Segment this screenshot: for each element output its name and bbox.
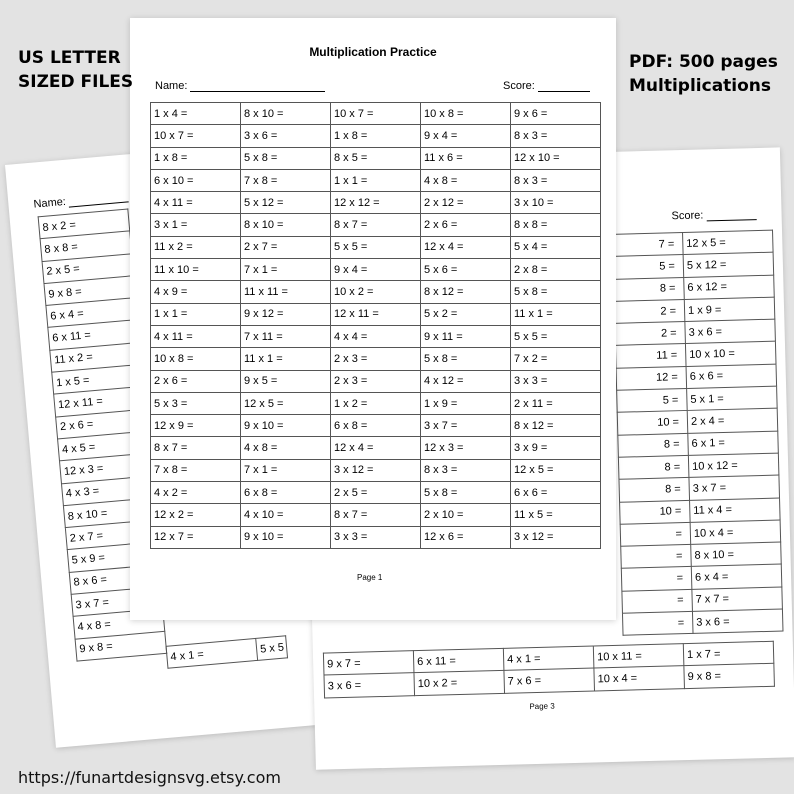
problem-cell: 6 x 4 = — [46, 298, 138, 328]
problem-cell: 2 x 5 = — [42, 253, 134, 283]
problem-cell: 10 x 4 = — [594, 666, 685, 691]
problem-cell: 8 x 10 = — [241, 103, 331, 125]
problem-cell: 12 x 5 = — [241, 392, 331, 414]
problem-cell: 8 x 7 = — [331, 504, 421, 526]
problem-cell: 10 x 7 = — [331, 103, 421, 125]
table-row — [151, 214, 601, 236]
table-row — [151, 370, 601, 392]
problem-cell: 2 x 3 = — [331, 348, 421, 370]
problem-cell: 9 x 10 = — [241, 526, 331, 548]
problem-cell: 7 x 11 = — [241, 325, 331, 347]
problem-cell: 10 x 4 = — [690, 520, 781, 545]
problem-cell: 10 x 2 = — [331, 281, 421, 303]
problem-cell: 3 x 1 = — [151, 214, 241, 236]
name-underline — [190, 91, 325, 92]
problem-cell: 12 x 4 = — [331, 437, 421, 459]
problem-cell: 12 x 5 = — [511, 459, 601, 481]
problem-cell: 5 x 12 = — [683, 252, 774, 277]
problem-cell: 6 x 8 = — [331, 415, 421, 437]
problem-cell: 9 x 8 = — [44, 276, 136, 306]
problem-cell: 2 x 5 = — [331, 482, 421, 504]
problem-cell: 12 x 4 = — [421, 236, 511, 258]
problem-cell: 6 x 4 = — [691, 564, 782, 589]
problem-cell: 12 x 2 = — [151, 504, 241, 526]
problem-cell: 3 x 3 = — [331, 526, 421, 548]
problem-cell: 8 x 2 = — [38, 209, 130, 239]
problem-cell: 5 x 8 = — [421, 348, 511, 370]
table-row — [151, 415, 601, 437]
table-row — [151, 526, 601, 548]
problem-cell: 12 x 11 = — [331, 303, 421, 325]
problem-cell: 6 x 10 = — [151, 169, 241, 191]
problem-cell: 11 x 11 = — [241, 281, 331, 303]
problem-cell: 12 x 10 = — [511, 147, 601, 169]
problem-cell: 8 x 6 = — [69, 564, 161, 594]
problem-cell: 2 x 11 = — [511, 392, 601, 414]
table-row — [151, 303, 601, 325]
table-row — [151, 504, 601, 526]
score-field — [671, 208, 756, 222]
problem-cell: = — [622, 589, 693, 613]
problem-cell: 5 x 8 = — [511, 281, 601, 303]
problem-cell: 5 x 2 = — [421, 303, 511, 325]
problem-cell: 7 x 8 = — [241, 169, 331, 191]
problem-cell: 8 x 10 = — [241, 214, 331, 236]
problem-cell: 5 = — [613, 255, 684, 279]
problem-cell: 6 x 11 = — [413, 648, 504, 673]
score-underline — [707, 219, 757, 221]
table-row — [151, 125, 601, 147]
problem-cell: 12 x 7 = — [151, 526, 241, 548]
problem-cell: 8 x 12 = — [421, 281, 511, 303]
problem-cell: 6 x 11 = — [48, 320, 140, 350]
problem-cell: 4 x 12 = — [421, 370, 511, 392]
score-underline — [538, 91, 590, 92]
right-grid — [612, 230, 783, 636]
problem-cell: = — [622, 611, 693, 635]
problem-cell: 4 x 1 = — [166, 638, 258, 668]
problem-cell: 7 x 1 = — [241, 459, 331, 481]
problem-cell: 1 x 7 = — [683, 641, 774, 666]
table-row — [151, 103, 601, 125]
problem-cell: 8 = — [619, 478, 690, 502]
problem-cell: 5 x 5 — [256, 636, 288, 661]
problem-cell: 10 x 8 = — [421, 103, 511, 125]
promo-left — [18, 46, 133, 94]
table-row — [151, 437, 601, 459]
problem-cell: 2 x 8 = — [511, 259, 601, 281]
problem-cell: 3 x 10 = — [511, 192, 601, 214]
problem-cell: 8 x 3 = — [511, 125, 601, 147]
problem-cell: 11 x 4 = — [690, 498, 781, 523]
problem-cell: 2 x 7 = — [241, 236, 331, 258]
problem-cell: 11 x 6 = — [421, 147, 511, 169]
problem-cell: 5 x 12 = — [241, 192, 331, 214]
problem-cell: 3 x 6 = — [324, 673, 415, 698]
problem-cell: 3 x 9 = — [511, 437, 601, 459]
problem-cell: 11 x 10 = — [151, 259, 241, 281]
problem-cell: 3 x 7 = — [71, 587, 163, 617]
problem-cell: 8 x 10 = — [63, 498, 155, 528]
problem-cell: 9 x 5 = — [241, 370, 331, 392]
problem-cell: 10 x 11 = — [593, 644, 684, 669]
problem-cell: 8 x 8 = — [511, 214, 601, 236]
problem-cell: 6 x 6 = — [686, 364, 777, 389]
table-row — [151, 325, 601, 347]
right-bottom-grid — [323, 641, 775, 698]
problem-cell: 6 x 1 = — [688, 431, 779, 456]
problem-cell: 10 = — [620, 500, 691, 524]
problem-cell: 12 x 5 = — [683, 230, 774, 255]
shop-url: https://funartdesignsvg.etsy.com — [18, 768, 281, 787]
problem-cell: 2 x 7 = — [65, 520, 157, 550]
problem-cell: 1 x 5 = — [52, 364, 144, 394]
problem-cell: 10 = — [617, 411, 688, 435]
problem-cell: 2 x 12 = — [421, 192, 511, 214]
table-row — [151, 482, 601, 504]
problem-cell: 1 x 9 = — [421, 392, 511, 414]
problem-cell: 12 = — [616, 366, 687, 390]
table-row — [151, 259, 601, 281]
problem-cell: 8 x 3 = — [421, 459, 511, 481]
problem-cell: 1 x 9 = — [684, 297, 775, 322]
problem-cell: 3 x 6 = — [241, 125, 331, 147]
name-label: Name: — [155, 80, 188, 92]
problem-cell: 4 x 8 = — [241, 437, 331, 459]
problem-cell: 7 x 7 = — [692, 587, 783, 612]
problem-cell: 5 x 1 = — [687, 386, 778, 411]
table-row — [151, 236, 601, 258]
score-label: Score: — [671, 209, 704, 223]
table-row — [151, 348, 601, 370]
problem-cell: 8 x 5 = — [331, 147, 421, 169]
problem-cell: 9 x 4 = — [421, 125, 511, 147]
problem-cell: 1 x 8 = — [151, 147, 241, 169]
problem-cell: 5 x 4 = — [511, 236, 601, 258]
problem-cell: 6 x 8 = — [241, 482, 331, 504]
problem-cell: 12 x 12 = — [331, 192, 421, 214]
problem-cell: 2 x 6 = — [421, 214, 511, 236]
problem-cell: = — [620, 522, 691, 546]
problem-cell: 4 x 2 = — [151, 482, 241, 504]
name-label: Name: — [33, 195, 67, 211]
table-row — [151, 147, 601, 169]
problem-cell: 3 x 6 = — [685, 319, 776, 344]
problem-cell: 7 = — [613, 233, 684, 257]
problem-cell: 11 x 1 = — [511, 303, 601, 325]
problem-cell: 8 x 10 = — [691, 542, 782, 567]
problem-cell: 5 x 8 = — [421, 482, 511, 504]
problem-cell: 5 x 6 = — [421, 259, 511, 281]
problem-cell: 5 x 5 = — [511, 325, 601, 347]
problem-cell: 8 = — [618, 455, 689, 479]
problem-cell: 12 x 3 = — [60, 453, 152, 483]
problem-grid — [150, 102, 601, 549]
problem-cell: 7 x 8 = — [151, 459, 241, 481]
problem-cell: 2 x 6 = — [151, 370, 241, 392]
problem-cell: 12 x 9 = — [151, 415, 241, 437]
problem-cell: 9 x 7 = — [323, 651, 414, 676]
problem-cell: 4 x 11 = — [151, 192, 241, 214]
name-field — [33, 190, 129, 210]
problem-cell: 4 x 3 = — [61, 476, 153, 506]
promo-left-line1: US LETTER — [18, 48, 121, 68]
problem-cell: 9 x 6 = — [511, 103, 601, 125]
problem-cell: 10 x 8 = — [151, 348, 241, 370]
problem-cell: 5 x 3 = — [151, 392, 241, 414]
problem-cell: 3 x 3 = — [511, 370, 601, 392]
problem-cell: 5 x 9 = — [67, 542, 159, 572]
problem-cell: 4 x 9 = — [151, 281, 241, 303]
problem-cell: 3 x 12 = — [511, 526, 601, 548]
left-bottom-row — [166, 635, 289, 669]
problem-cell: 9 x 8 = — [75, 631, 167, 661]
problem-cell: 11 x 5 = — [511, 504, 601, 526]
problem-cell: 4 x 4 = — [331, 325, 421, 347]
problem-cell: 4 x 10 = — [241, 504, 331, 526]
problem-cell: 3 x 7 = — [421, 415, 511, 437]
problem-cell: 11 = — [615, 344, 686, 368]
name-underline — [69, 201, 129, 207]
problem-cell: 10 x 2 = — [414, 671, 505, 696]
problem-cell: 2 x 3 = — [331, 370, 421, 392]
page-number: Page 1 — [357, 573, 383, 582]
problem-cell: 7 x 2 = — [511, 348, 601, 370]
problem-cell: 3 x 6 = — [692, 609, 783, 634]
problem-cell: 8 = — [618, 433, 689, 457]
problem-cell: 10 x 7 = — [151, 125, 241, 147]
problem-cell: 2 x 4 = — [687, 408, 778, 433]
problem-cell: 8 x 8 = — [40, 231, 132, 261]
problem-cell: 7 x 1 = — [241, 259, 331, 281]
problem-cell: 9 x 10 = — [241, 415, 331, 437]
table-row — [151, 459, 601, 481]
promo-right-line1: PDF: 500 pages — [629, 52, 778, 72]
table-row — [151, 281, 601, 303]
problem-cell: 12 x 3 = — [421, 437, 511, 459]
score-label: Score: — [503, 80, 535, 92]
problem-cell: 9 x 12 = — [241, 303, 331, 325]
problem-cell: 4 x 8 = — [421, 169, 511, 191]
problem-cell: 11 x 1 = — [241, 348, 331, 370]
problem-cell: 1 x 2 = — [331, 392, 421, 414]
table-row — [151, 392, 601, 414]
problem-cell: 11 x 2 = — [151, 236, 241, 258]
problem-cell: 8 x 7 = — [331, 214, 421, 236]
problem-cell: 2 = — [614, 299, 685, 323]
problem-cell: 6 x 6 = — [511, 482, 601, 504]
problem-cell: 5 x 5 = — [331, 236, 421, 258]
name-field — [155, 80, 325, 92]
problem-cell: 4 x 11 = — [151, 325, 241, 347]
problem-cell: 2 = — [615, 322, 686, 346]
problem-cell: 8 x 7 = — [151, 437, 241, 459]
problem-cell: 4 x 5 = — [58, 431, 150, 461]
score-field — [503, 80, 590, 92]
promo-right — [629, 50, 778, 98]
problem-cell: 11 x 2 = — [50, 342, 142, 372]
problem-cell: 9 x 11 = — [421, 325, 511, 347]
problem-cell: 4 x 1 = — [503, 646, 594, 671]
problem-cell: 3 x 12 = — [331, 459, 421, 481]
problem-cell: 9 x 8 = — [684, 664, 775, 689]
promo-left-line2: SIZED FILES — [18, 72, 134, 92]
problem-cell: 1 x 4 = — [151, 103, 241, 125]
problem-cell: 8 = — [614, 277, 685, 301]
problem-cell: 1 x 1 = — [331, 169, 421, 191]
page-number: Page 3 — [529, 701, 555, 712]
problem-cell: 2 x 10 = — [421, 504, 511, 526]
problem-cell: 8 x 3 = — [511, 169, 601, 191]
problem-cell: 8 x 12 = — [511, 415, 601, 437]
problem-cell: = — [621, 545, 692, 569]
table-row — [151, 192, 601, 214]
worksheet-main — [130, 18, 616, 620]
page-title: Multiplication Practice — [309, 45, 437, 59]
table-row — [151, 169, 601, 191]
problem-cell: 12 x 11 = — [54, 387, 146, 417]
promo-right-line2: Multiplications — [629, 76, 772, 96]
problem-cell: 1 x 1 = — [151, 303, 241, 325]
problem-cell: 4 x 8 = — [73, 609, 165, 639]
problem-cell: 5 = — [617, 389, 688, 413]
problem-cell: 10 x 12 = — [688, 453, 779, 478]
problem-cell: 9 x 4 = — [331, 259, 421, 281]
table-row — [622, 609, 783, 635]
problem-cell: 1 x 8 = — [331, 125, 421, 147]
problem-cell: 3 x 7 = — [689, 475, 780, 500]
problem-cell: 10 x 10 = — [685, 342, 776, 367]
problem-cell: = — [621, 567, 692, 591]
problem-cell: 5 x 8 = — [241, 147, 331, 169]
problem-cell: 2 x 6 = — [56, 409, 148, 439]
problem-cell: 7 x 6 = — [504, 668, 595, 693]
problem-cell: 6 x 12 = — [684, 275, 775, 300]
problem-cell: 12 x 6 = — [421, 526, 511, 548]
